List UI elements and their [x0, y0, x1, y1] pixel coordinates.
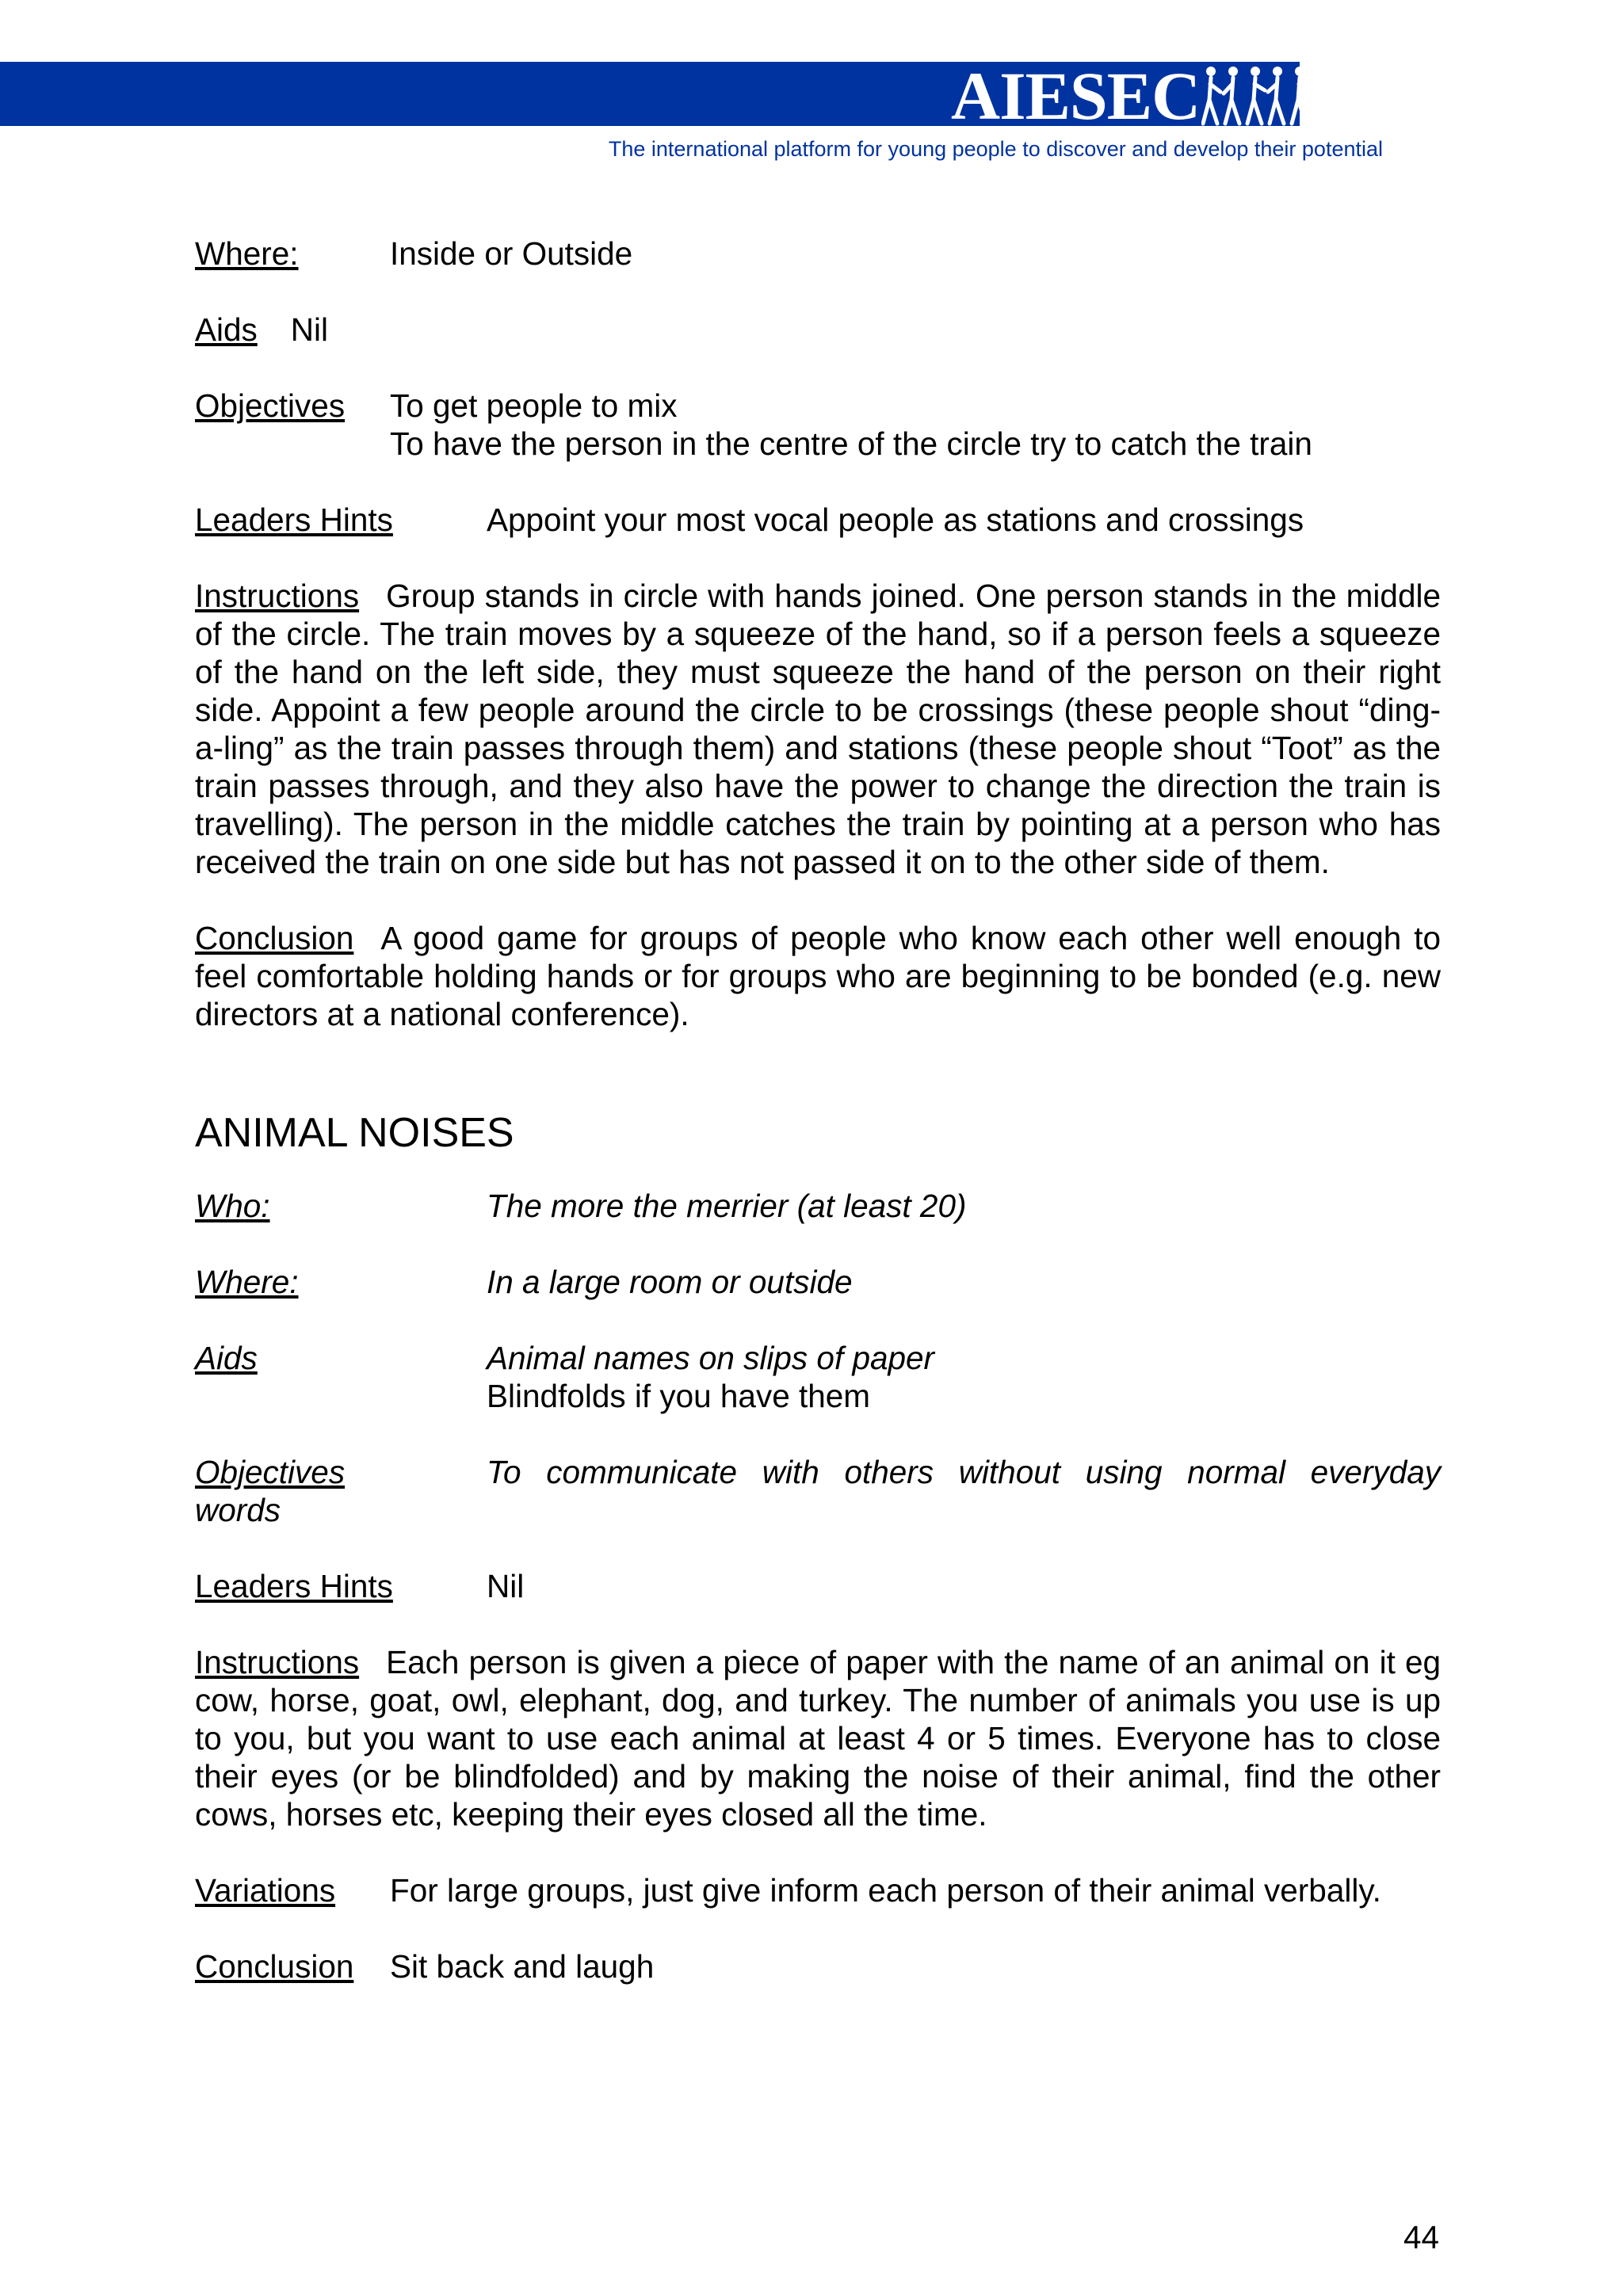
- where-value-2: In a large room or outside: [487, 1264, 853, 1300]
- aids-line-2: Blindfolds if you have them: [487, 1378, 871, 1414]
- objectives-row: [195, 387, 1441, 463]
- conclusion-row-2: [195, 1947, 1441, 1985]
- leaders-hints-row: [195, 501, 1441, 539]
- leaders-hints-label-2: Leaders Hints: [195, 1568, 393, 1604]
- objectives-label-2: Objectives: [195, 1454, 346, 1490]
- objectives-line-2: To have the person in the centre of the circle try to catch the train: [390, 425, 1312, 462]
- section-title: ANIMAL NOISES: [195, 1110, 514, 1156]
- where-value: Inside or Outside: [390, 235, 633, 272]
- who-value: The more the merrier (at least 20): [487, 1188, 967, 1224]
- aids-line-1: Animal names on slips of paper: [487, 1340, 935, 1376]
- instructions-label-2: Instructions: [195, 1644, 360, 1680]
- where-row: [195, 235, 1441, 273]
- who-label: Who:: [195, 1188, 270, 1224]
- objectives-label: Objectives: [195, 387, 346, 424]
- aiesec-logo: [951, 58, 1352, 134]
- aids-row: [195, 311, 1441, 349]
- logo-text: AIESEC: [951, 58, 1201, 134]
- tagline: The international platform for young people to discover and develop their potential: [608, 137, 1383, 161]
- aids-label: Aids: [195, 311, 258, 348]
- page-content: [195, 235, 1441, 2023]
- objectives-row-2: [195, 1453, 1441, 1529]
- aids-row-2: [195, 1339, 1441, 1415]
- conclusion-paragraph: [195, 919, 1441, 1033]
- walking-people-icon: [1201, 63, 1352, 127]
- where-row-2: [195, 1263, 1441, 1301]
- aids-value: Nil: [290, 311, 329, 348]
- instructions-text-2: Each person is given a piece of paper with the name of an animal on it eg cow, horse, goat, owl, elephant, dog, and turkey. The number of animals you use is up to you, but you want to use each animal at least 4 or 5 times. Everyone has to close their eyes (or be blindfolded) and by making the noise of their animal, find the other cows, horses etc, keeping their eyes closed all the time.: [195, 1644, 1441, 1833]
- objectives-line-1: To get people to mix: [390, 387, 678, 424]
- conclusion-text: A good game for groups of people who know each other well enough to feel comfortable holding hands or for groups who are beginning to be bonded (e.g. new directors at a national conference).: [195, 920, 1441, 1032]
- instructions-paragraph: [195, 577, 1441, 881]
- who-row: [195, 1187, 1441, 1225]
- aids-label-2: Aids: [195, 1340, 258, 1376]
- where-label: Where:: [195, 235, 299, 272]
- conclusion-label: Conclusion: [195, 920, 354, 956]
- leaders-hints-value-2: Nil: [487, 1568, 525, 1604]
- conclusion-value-2: Sit back and laugh: [390, 1948, 655, 1985]
- where-label-2: Where:: [195, 1264, 299, 1300]
- variations-row: [195, 1871, 1441, 1909]
- instructions-text: Group stands in circle with hands joined. One person stands in the middle of the circle. The train moves by a squeeze of the hand, so if a person feels a squeeze of the hand on the left side, they must squeeze the hand of the person on their right side. Appoint a few people around the circle to be crossings (these people shout “ding-a-ling” as the train passes through them) and stations (these people shout “Toot” as the train passes through, and they also have the power to change the direction the train is travelling). The person in the middle catches the train by pointing at a person who has received the train on one side but has not passed it on to the other side of them.: [195, 578, 1441, 880]
- objectives-line-2b: words: [195, 1492, 281, 1528]
- conclusion-label-2: Conclusion: [195, 1948, 354, 1985]
- variations-value: For large groups, just give inform each person of their animal verbally.: [390, 1872, 1381, 1909]
- leaders-hints-row-2: [195, 1567, 1441, 1605]
- instructions-label: Instructions: [195, 578, 360, 614]
- instructions-paragraph-2: [195, 1643, 1441, 1833]
- objectives-line-2a: To communicate with others without using normal everyday: [487, 1454, 1441, 1490]
- leaders-hints-label: Leaders Hints: [195, 502, 393, 538]
- page-number: 44: [1403, 2219, 1439, 2256]
- variations-label: Variations: [195, 1872, 336, 1909]
- leaders-hints-value: Appoint your most vocal people as stations and crossings: [487, 502, 1304, 538]
